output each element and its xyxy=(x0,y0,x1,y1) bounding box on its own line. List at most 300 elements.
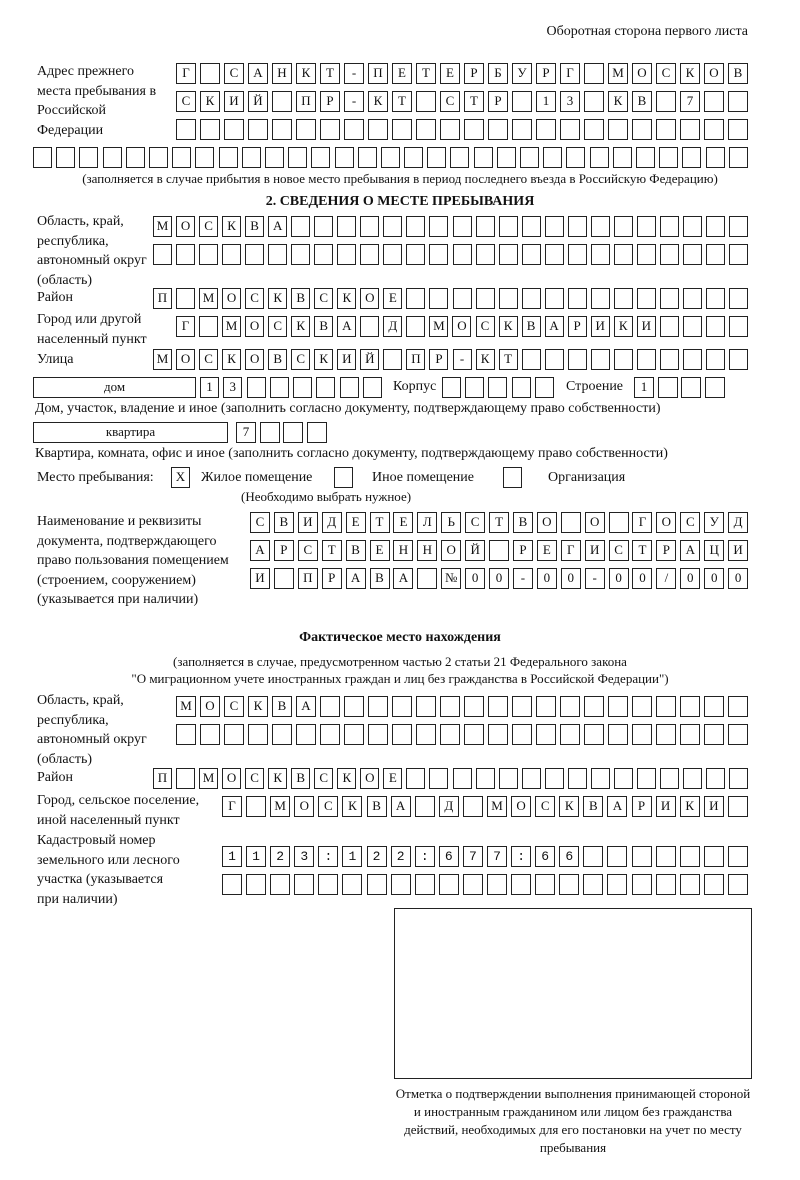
char-cell[interactable] xyxy=(566,147,585,168)
char-cell[interactable] xyxy=(464,724,484,745)
char-cell[interactable] xyxy=(683,244,702,265)
char-cell[interactable]: В xyxy=(272,696,292,717)
char-cell[interactable]: С xyxy=(680,512,700,533)
char-cell[interactable] xyxy=(296,724,316,745)
char-cell[interactable] xyxy=(543,147,562,168)
char-cell[interactable]: С xyxy=(176,91,196,112)
char-cell[interactable]: М xyxy=(270,796,290,817)
char-cell[interactable] xyxy=(704,724,724,745)
char-cell[interactable] xyxy=(314,244,333,265)
char-cell[interactable] xyxy=(288,147,307,168)
char-cell[interactable] xyxy=(614,288,633,309)
char-cell[interactable] xyxy=(499,244,518,265)
char-cell[interactable] xyxy=(656,91,676,112)
char-cell[interactable] xyxy=(728,119,748,140)
char-cell[interactable] xyxy=(656,696,676,717)
char-cell[interactable] xyxy=(656,874,676,895)
char-cell[interactable]: У xyxy=(512,63,532,84)
char-cell[interactable] xyxy=(680,696,700,717)
char-cell[interactable]: Е xyxy=(440,63,460,84)
char-cell[interactable]: Р xyxy=(488,91,508,112)
char-cell[interactable]: Й xyxy=(248,91,268,112)
char-cell[interactable]: О xyxy=(245,316,264,337)
char-cell[interactable] xyxy=(453,288,472,309)
char-cell[interactable]: В xyxy=(728,63,748,84)
char-cell[interactable]: - xyxy=(513,568,533,589)
char-cell[interactable]: С xyxy=(609,540,629,561)
char-cell[interactable]: В xyxy=(291,768,310,789)
char-cell[interactable]: Л xyxy=(417,512,437,533)
char-cell[interactable]: Т xyxy=(464,91,484,112)
char-cell[interactable] xyxy=(706,349,725,370)
char-cell[interactable] xyxy=(682,147,701,168)
char-cell[interactable]: М xyxy=(176,696,196,717)
char-cell[interactable]: С xyxy=(224,63,244,84)
char-cell[interactable] xyxy=(360,244,379,265)
char-cell[interactable] xyxy=(704,119,724,140)
char-cell[interactable]: Р xyxy=(536,63,556,84)
char-cell[interactable]: М xyxy=(608,63,628,84)
apt-type-field[interactable]: квартира xyxy=(33,422,228,443)
char-cell[interactable] xyxy=(681,377,701,398)
char-cell[interactable] xyxy=(320,724,340,745)
char-cell[interactable]: В xyxy=(268,349,287,370)
char-cell[interactable]: К xyxy=(268,288,287,309)
char-cell[interactable] xyxy=(429,216,448,237)
char-cell[interactable]: Р xyxy=(429,349,448,370)
char-cell[interactable] xyxy=(415,796,435,817)
char-cell[interactable] xyxy=(439,874,459,895)
char-cell[interactable] xyxy=(440,724,460,745)
char-cell[interactable]: О xyxy=(200,696,220,717)
char-cell[interactable]: И xyxy=(337,349,356,370)
char-cell[interactable] xyxy=(559,874,579,895)
char-cell[interactable]: Г xyxy=(176,63,196,84)
char-cell[interactable] xyxy=(176,724,196,745)
char-cell[interactable]: Е xyxy=(383,288,402,309)
char-cell[interactable]: 0 xyxy=(704,568,724,589)
char-cell[interactable] xyxy=(637,216,656,237)
char-cell[interactable] xyxy=(729,349,748,370)
char-cell[interactable] xyxy=(294,874,314,895)
char-cell[interactable]: С xyxy=(250,512,270,533)
char-cell[interactable]: Ь xyxy=(441,512,461,533)
char-cell[interactable] xyxy=(683,288,702,309)
char-cell[interactable] xyxy=(246,874,266,895)
char-cell[interactable] xyxy=(499,288,518,309)
char-cell[interactable] xyxy=(591,244,610,265)
char-cell[interactable] xyxy=(404,147,423,168)
char-cell[interactable]: С xyxy=(318,796,338,817)
char-cell[interactable]: В xyxy=(632,91,652,112)
char-cell[interactable] xyxy=(440,119,460,140)
char-cell[interactable] xyxy=(392,696,412,717)
char-cell[interactable] xyxy=(363,377,382,398)
char-cell[interactable] xyxy=(360,216,379,237)
char-cell[interactable] xyxy=(705,377,725,398)
char-cell[interactable] xyxy=(199,316,218,337)
char-cell[interactable]: Р xyxy=(656,540,676,561)
char-cell[interactable] xyxy=(512,724,532,745)
char-cell[interactable] xyxy=(465,377,484,398)
char-cell[interactable]: И xyxy=(728,540,748,561)
char-cell[interactable] xyxy=(637,349,656,370)
char-cell[interactable] xyxy=(464,119,484,140)
char-cell[interactable] xyxy=(636,147,655,168)
char-cell[interactable] xyxy=(729,768,748,789)
char-cell[interactable] xyxy=(200,63,220,84)
char-cell[interactable] xyxy=(632,846,652,867)
char-cell[interactable] xyxy=(704,91,724,112)
char-cell[interactable] xyxy=(522,244,541,265)
char-cell[interactable] xyxy=(656,119,676,140)
char-cell[interactable]: Д xyxy=(728,512,748,533)
char-cell[interactable]: Т xyxy=(322,540,342,561)
char-cell[interactable]: Г xyxy=(176,316,195,337)
char-cell[interactable] xyxy=(608,724,628,745)
char-cell[interactable]: Е xyxy=(393,512,413,533)
char-cell[interactable] xyxy=(660,244,679,265)
char-cell[interactable]: О xyxy=(585,512,605,533)
char-cell[interactable] xyxy=(429,244,448,265)
char-cell[interactable] xyxy=(417,568,437,589)
char-cell[interactable] xyxy=(360,316,379,337)
char-cell[interactable]: Р xyxy=(568,316,587,337)
char-cell[interactable]: И xyxy=(298,512,318,533)
char-cell[interactable]: С xyxy=(314,768,333,789)
char-cell[interactable]: О xyxy=(294,796,314,817)
char-cell[interactable]: 0 xyxy=(680,568,700,589)
char-cell[interactable] xyxy=(607,846,627,867)
char-cell[interactable]: Г xyxy=(561,540,581,561)
char-cell[interactable] xyxy=(545,349,564,370)
char-cell[interactable]: 0 xyxy=(632,568,652,589)
char-cell[interactable]: С xyxy=(476,316,495,337)
char-cell[interactable]: О xyxy=(452,316,471,337)
char-cell[interactable] xyxy=(463,796,483,817)
char-cell[interactable] xyxy=(658,377,678,398)
char-cell[interactable]: И xyxy=(704,796,724,817)
char-cell[interactable] xyxy=(568,244,587,265)
char-cell[interactable]: К xyxy=(222,349,241,370)
char-cell[interactable] xyxy=(153,244,172,265)
char-cell[interactable] xyxy=(248,724,268,745)
char-cell[interactable]: О xyxy=(222,288,241,309)
char-cell[interactable] xyxy=(172,147,191,168)
char-cell[interactable] xyxy=(416,91,436,112)
char-cell[interactable] xyxy=(416,696,436,717)
char-cell[interactable] xyxy=(706,244,725,265)
char-cell[interactable] xyxy=(545,216,564,237)
char-cell[interactable]: М xyxy=(487,796,507,817)
char-cell[interactable] xyxy=(199,244,218,265)
char-cell[interactable] xyxy=(591,349,610,370)
char-cell[interactable] xyxy=(591,288,610,309)
char-cell[interactable]: М xyxy=(199,288,218,309)
char-cell[interactable]: - xyxy=(344,91,364,112)
char-cell[interactable] xyxy=(706,147,725,168)
char-cell[interactable] xyxy=(358,147,377,168)
char-cell[interactable]: Т xyxy=(370,512,390,533)
char-cell[interactable]: 0 xyxy=(537,568,557,589)
char-cell[interactable]: А xyxy=(391,796,411,817)
char-cell[interactable]: В xyxy=(291,288,310,309)
char-cell[interactable]: П xyxy=(406,349,425,370)
char-cell[interactable] xyxy=(335,147,354,168)
char-cell[interactable]: Р xyxy=(513,540,533,561)
char-cell[interactable] xyxy=(453,768,472,789)
char-cell[interactable]: Й xyxy=(465,540,485,561)
char-cell[interactable] xyxy=(536,696,556,717)
char-cell[interactable] xyxy=(270,874,290,895)
char-cell[interactable]: 3 xyxy=(223,377,242,398)
char-cell[interactable]: Е xyxy=(537,540,557,561)
char-cell[interactable] xyxy=(511,874,531,895)
char-cell[interactable]: С xyxy=(465,512,485,533)
char-cell[interactable]: Г xyxy=(560,63,580,84)
char-cell[interactable]: В xyxy=(346,540,366,561)
char-cell[interactable]: А xyxy=(268,216,287,237)
char-cell[interactable] xyxy=(499,768,518,789)
char-cell[interactable]: К xyxy=(337,768,356,789)
char-cell[interactable] xyxy=(368,696,388,717)
char-cell[interactable] xyxy=(416,119,436,140)
char-cell[interactable]: Д xyxy=(383,316,402,337)
char-cell[interactable]: О xyxy=(704,63,724,84)
char-cell[interactable]: К xyxy=(680,63,700,84)
char-cell[interactable] xyxy=(337,216,356,237)
char-cell[interactable]: 0 xyxy=(609,568,629,589)
char-cell[interactable] xyxy=(561,512,581,533)
char-cell[interactable]: С xyxy=(224,696,244,717)
char-cell[interactable] xyxy=(274,568,294,589)
char-cell[interactable] xyxy=(656,846,676,867)
char-cell[interactable] xyxy=(103,147,122,168)
char-cell[interactable] xyxy=(246,796,266,817)
char-cell[interactable] xyxy=(383,216,402,237)
char-cell[interactable]: Н xyxy=(272,63,292,84)
char-cell[interactable] xyxy=(584,63,604,84)
char-cell[interactable] xyxy=(367,874,387,895)
char-cell[interactable] xyxy=(522,216,541,237)
char-cell[interactable]: Р xyxy=(320,91,340,112)
char-cell[interactable]: А xyxy=(337,316,356,337)
char-cell[interactable]: И xyxy=(224,91,244,112)
char-cell[interactable] xyxy=(608,119,628,140)
char-cell[interactable] xyxy=(429,768,448,789)
char-cell[interactable]: Б xyxy=(488,63,508,84)
char-cell[interactable] xyxy=(337,244,356,265)
char-cell[interactable] xyxy=(488,377,507,398)
char-cell[interactable]: Т xyxy=(320,63,340,84)
char-cell[interactable] xyxy=(522,288,541,309)
char-cell[interactable] xyxy=(660,349,679,370)
char-cell[interactable] xyxy=(614,768,633,789)
char-cell[interactable] xyxy=(242,147,261,168)
char-cell[interactable]: Н xyxy=(417,540,437,561)
char-cell[interactable] xyxy=(584,119,604,140)
char-cell[interactable] xyxy=(427,147,446,168)
char-cell[interactable] xyxy=(381,147,400,168)
char-cell[interactable]: 0 xyxy=(561,568,581,589)
char-cell[interactable] xyxy=(406,244,425,265)
char-cell[interactable] xyxy=(680,724,700,745)
char-cell[interactable] xyxy=(79,147,98,168)
char-cell[interactable]: И xyxy=(250,568,270,589)
char-cell[interactable]: Т xyxy=(499,349,518,370)
char-cell[interactable]: 0 xyxy=(728,568,748,589)
char-cell[interactable] xyxy=(291,244,310,265)
char-cell[interactable] xyxy=(247,377,266,398)
char-cell[interactable] xyxy=(195,147,214,168)
char-cell[interactable]: - xyxy=(453,349,472,370)
char-cell[interactable]: 3 xyxy=(560,91,580,112)
char-cell[interactable] xyxy=(704,846,724,867)
char-cell[interactable] xyxy=(512,696,532,717)
char-cell[interactable]: К xyxy=(499,316,518,337)
char-cell[interactable]: 0 xyxy=(489,568,509,589)
char-cell[interactable]: К xyxy=(368,91,388,112)
char-cell[interactable] xyxy=(453,244,472,265)
char-cell[interactable] xyxy=(512,377,531,398)
char-cell[interactable]: К xyxy=(314,349,333,370)
char-cell[interactable] xyxy=(474,147,493,168)
char-cell[interactable]: С xyxy=(199,349,218,370)
char-cell[interactable] xyxy=(488,119,508,140)
char-cell[interactable]: Е xyxy=(346,512,366,533)
char-cell[interactable] xyxy=(219,147,238,168)
char-cell[interactable]: И xyxy=(591,316,610,337)
char-cell[interactable] xyxy=(149,147,168,168)
house-type-field[interactable]: дом xyxy=(33,377,196,398)
char-cell[interactable]: С xyxy=(245,288,264,309)
char-cell[interactable]: П xyxy=(296,91,316,112)
char-cell[interactable] xyxy=(591,768,610,789)
char-cell[interactable]: М xyxy=(429,316,448,337)
char-cell[interactable] xyxy=(568,216,587,237)
char-cell[interactable] xyxy=(590,147,609,168)
char-cell[interactable]: К xyxy=(476,349,495,370)
char-cell[interactable] xyxy=(683,316,702,337)
char-cell[interactable]: О xyxy=(441,540,461,561)
char-cell[interactable] xyxy=(632,724,652,745)
char-cell[interactable]: 7 xyxy=(236,422,256,443)
char-cell[interactable]: А xyxy=(393,568,413,589)
char-cell[interactable] xyxy=(272,724,292,745)
char-cell[interactable]: К xyxy=(248,696,268,717)
char-cell[interactable]: О xyxy=(632,63,652,84)
char-cell[interactable]: Е xyxy=(370,540,390,561)
char-cell[interactable]: С xyxy=(268,316,287,337)
char-cell[interactable] xyxy=(614,216,633,237)
char-cell[interactable] xyxy=(318,874,338,895)
char-cell[interactable] xyxy=(683,349,702,370)
char-cell[interactable] xyxy=(704,696,724,717)
char-cell[interactable]: С xyxy=(535,796,555,817)
char-cell[interactable]: О xyxy=(360,288,379,309)
char-cell[interactable] xyxy=(176,768,195,789)
char-cell[interactable] xyxy=(535,377,554,398)
char-cell[interactable] xyxy=(464,696,484,717)
char-cell[interactable] xyxy=(545,244,564,265)
char-cell[interactable]: У xyxy=(704,512,724,533)
char-cell[interactable]: Д xyxy=(439,796,459,817)
char-cell[interactable] xyxy=(660,768,679,789)
char-cell[interactable]: Е xyxy=(392,63,412,84)
char-cell[interactable] xyxy=(383,244,402,265)
char-cell[interactable] xyxy=(706,288,725,309)
char-cell[interactable] xyxy=(450,147,469,168)
char-cell[interactable]: М xyxy=(199,768,218,789)
char-cell[interactable] xyxy=(613,147,632,168)
char-cell[interactable] xyxy=(222,874,242,895)
char-cell[interactable] xyxy=(632,696,652,717)
char-cell[interactable] xyxy=(637,288,656,309)
char-cell[interactable] xyxy=(344,724,364,745)
char-cell[interactable] xyxy=(176,119,196,140)
char-cell[interactable] xyxy=(584,724,604,745)
char-cell[interactable]: О xyxy=(176,349,195,370)
char-cell[interactable] xyxy=(270,377,289,398)
char-cell[interactable]: 1 xyxy=(634,377,654,398)
char-cell[interactable] xyxy=(222,244,241,265)
char-cell[interactable] xyxy=(344,696,364,717)
char-cell[interactable]: О xyxy=(656,512,676,533)
char-cell[interactable]: Р xyxy=(632,796,652,817)
char-cell[interactable] xyxy=(706,316,725,337)
char-cell[interactable]: С xyxy=(199,216,218,237)
char-cell[interactable] xyxy=(656,724,676,745)
char-cell[interactable]: - xyxy=(344,63,364,84)
char-cell[interactable] xyxy=(296,119,316,140)
char-cell[interactable] xyxy=(637,768,656,789)
char-cell[interactable]: В xyxy=(370,568,390,589)
char-cell[interactable]: К xyxy=(342,796,362,817)
char-cell[interactable] xyxy=(406,216,425,237)
char-cell[interactable]: И xyxy=(585,540,605,561)
char-cell[interactable]: К xyxy=(337,288,356,309)
char-cell[interactable] xyxy=(265,147,284,168)
char-cell[interactable] xyxy=(499,216,518,237)
char-cell[interactable]: А xyxy=(545,316,564,337)
place-option-checkbox-residential[interactable]: X xyxy=(171,467,190,488)
char-cell[interactable]: Д xyxy=(322,512,342,533)
char-cell[interactable] xyxy=(497,147,516,168)
char-cell[interactable] xyxy=(440,696,460,717)
char-cell[interactable] xyxy=(568,349,587,370)
char-cell[interactable] xyxy=(614,244,633,265)
char-cell[interactable]: С xyxy=(298,540,318,561)
char-cell[interactable]: С xyxy=(245,768,264,789)
char-cell[interactable] xyxy=(442,377,461,398)
char-cell[interactable]: А xyxy=(680,540,700,561)
char-cell[interactable]: П xyxy=(153,768,172,789)
char-cell[interactable] xyxy=(392,724,412,745)
char-cell[interactable]: И xyxy=(656,796,676,817)
char-cell[interactable] xyxy=(729,216,748,237)
char-cell[interactable]: В xyxy=(367,796,387,817)
char-cell[interactable] xyxy=(224,119,244,140)
char-cell[interactable]: К xyxy=(222,216,241,237)
char-cell[interactable]: О xyxy=(511,796,531,817)
char-cell[interactable] xyxy=(272,119,292,140)
char-cell[interactable] xyxy=(729,316,748,337)
char-cell[interactable] xyxy=(683,768,702,789)
char-cell[interactable]: П xyxy=(298,568,318,589)
char-cell[interactable] xyxy=(272,91,292,112)
char-cell[interactable] xyxy=(56,147,75,168)
char-cell[interactable]: Р xyxy=(464,63,484,84)
